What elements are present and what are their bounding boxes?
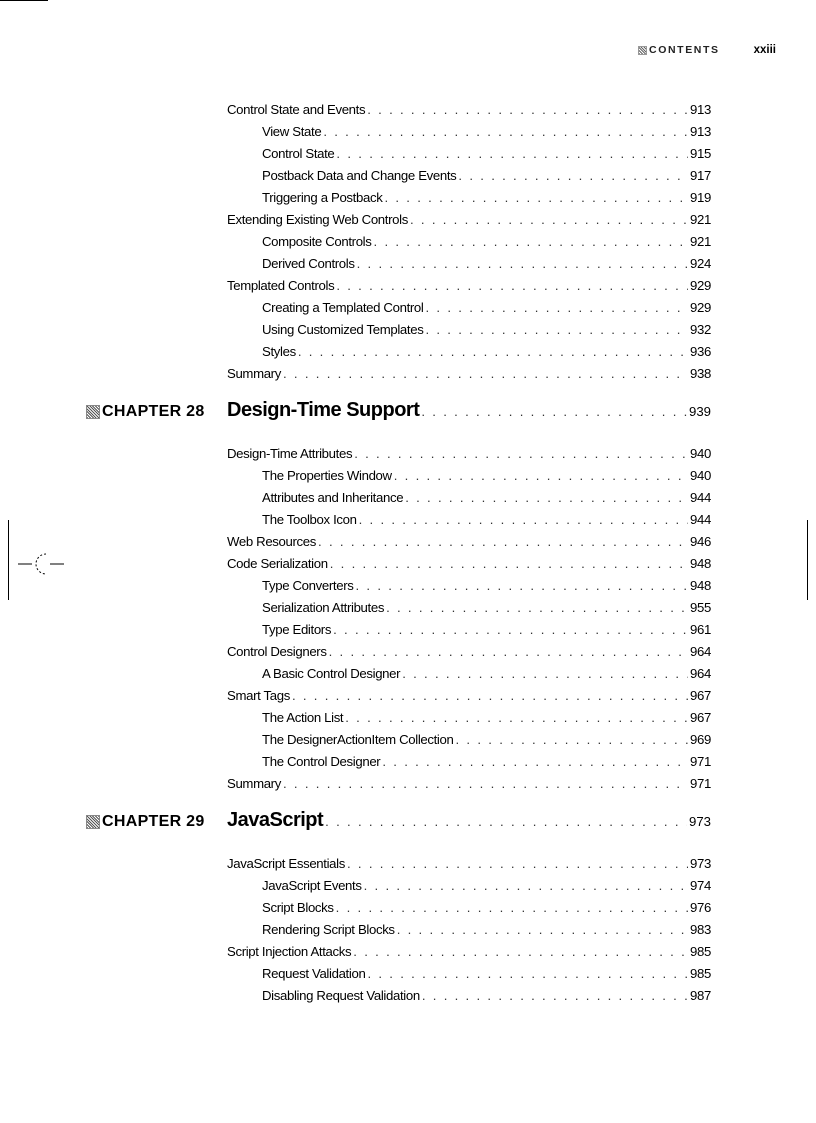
chapter-title-line: [227, 809, 711, 835]
toc-entry-page: 985: [690, 966, 711, 981]
leader-dots: [386, 597, 688, 619]
toc-entry-title: Serialization Attributes: [262, 600, 385, 615]
toc-entry-line: [262, 121, 711, 143]
toc-entry[interactable]: [0, 165, 816, 187]
toc-entry-page: 913: [690, 102, 711, 117]
toc-entry[interactable]: [0, 729, 816, 751]
leader-dots: [336, 897, 688, 919]
chapter-number: CHAPTER 29: [102, 813, 205, 830]
toc-entry-line: [262, 231, 711, 253]
toc-entry[interactable]: [0, 143, 816, 165]
leader-dots: [330, 553, 688, 575]
toc-entry-page: 955: [690, 600, 711, 615]
leader-dots: [394, 465, 688, 487]
leader-dots: [325, 814, 687, 829]
toc-entry-title: Composite Controls: [262, 234, 372, 249]
toc-entry-title: Templated Controls: [227, 278, 335, 293]
toc-entry[interactable]: [0, 773, 816, 795]
toc-entry[interactable]: [0, 319, 816, 341]
toc-entry-line: [227, 275, 711, 297]
toc-entry[interactable]: [0, 751, 816, 773]
toc-entry[interactable]: [0, 99, 816, 121]
chapter-page-number: 939: [688, 404, 711, 419]
toc-entry-title: JavaScript Events: [262, 878, 362, 893]
toc-entry-page: 964: [690, 644, 711, 659]
leader-dots: [367, 99, 688, 121]
toc-entry-page: 940: [690, 446, 711, 461]
toc-entry[interactable]: [0, 597, 816, 619]
toc-entry[interactable]: [0, 341, 816, 363]
leader-dots: [405, 487, 688, 509]
toc-entry-title: Control State: [262, 146, 335, 161]
toc-entry-page: 938: [690, 366, 711, 381]
leader-dots: [336, 143, 688, 165]
toc-entry-line: [262, 985, 711, 1007]
toc-entry-line: [262, 165, 711, 187]
leader-dots: [456, 729, 689, 751]
toc-entry-page: 913: [690, 124, 711, 139]
toc-entry[interactable]: [0, 575, 816, 597]
toc-entry-page: 964: [690, 666, 711, 681]
toc-entry[interactable]: [0, 641, 816, 663]
toc-entry[interactable]: [0, 487, 816, 509]
toc-entry-page: 921: [690, 212, 711, 227]
toc-entry-title: The Control Designer: [262, 754, 381, 769]
leader-dots: [292, 685, 688, 707]
toc-entry-title: Styles: [262, 344, 296, 359]
toc-entry[interactable]: [0, 121, 816, 143]
toc-entry-title: Disabling Request Validation: [262, 988, 420, 1003]
toc-entry-page: 921: [690, 234, 711, 249]
chapter-label: [86, 399, 205, 425]
toc-entry[interactable]: [0, 919, 816, 941]
leader-dots: [356, 575, 689, 597]
toc-entry[interactable]: [0, 231, 816, 253]
leader-dots: [364, 875, 688, 897]
toc-entry[interactable]: [0, 707, 816, 729]
toc-entry-title: The Action List: [262, 710, 344, 725]
toc-entry-title: JavaScript Essentials: [227, 856, 345, 871]
toc-group-chapter-29: [0, 853, 816, 1007]
leader-dots: [283, 363, 688, 385]
toc-entry-line: [262, 509, 711, 531]
toc-entry-page: 967: [690, 710, 711, 725]
toc-entry-page: 983: [690, 922, 711, 937]
toc-entry-title: Smart Tags: [227, 688, 290, 703]
toc-entry-page: 946: [690, 534, 711, 549]
toc-entry-page: 948: [690, 556, 711, 571]
leader-dots: [323, 121, 688, 143]
toc-entry-title: Control State and Events: [227, 102, 366, 117]
toc-entry-page: 948: [690, 578, 711, 593]
toc-entry-title: A Basic Control Designer: [262, 666, 401, 681]
toc-entry-page: 944: [690, 490, 711, 505]
toc-entry-line: [262, 729, 711, 751]
toc-group-chapter-28: [0, 443, 816, 795]
leader-dots: [426, 297, 689, 319]
leader-dots: [422, 985, 688, 1007]
toc-entry[interactable]: [0, 985, 816, 1007]
leader-dots: [333, 619, 688, 641]
toc-entry-line: [262, 897, 711, 919]
leader-dots: [347, 853, 688, 875]
toc-entry[interactable]: [0, 685, 816, 707]
toc-entry-line: [262, 597, 711, 619]
toc-entry[interactable]: [0, 509, 816, 531]
toc-entry-line: [262, 751, 711, 773]
toc-entry-page: 973: [690, 856, 711, 871]
leader-dots: [374, 231, 689, 253]
toc-entry[interactable]: [0, 963, 816, 985]
leader-dots: [402, 663, 688, 685]
toc-entry-title: The Toolbox Icon: [262, 512, 357, 527]
leader-dots: [410, 209, 688, 231]
toc-entry-title: Attributes and Inheritance: [262, 490, 404, 505]
toc-entry-line: [262, 575, 711, 597]
toc-entry[interactable]: [0, 275, 816, 297]
toc-entry-page: 936: [690, 344, 711, 359]
toc-entry-title: Script Injection Attacks: [227, 944, 352, 959]
leader-dots: [345, 707, 688, 729]
toc-entry-line: [227, 209, 711, 231]
toc-entry-title: Web Resources: [227, 534, 317, 549]
toc-entry-page: 929: [690, 300, 711, 315]
leader-dots: [336, 275, 688, 297]
chapter-number: CHAPTER 28: [102, 403, 205, 420]
header-section-label: CONTENTS: [649, 44, 720, 56]
toc-entry-line: [262, 707, 711, 729]
toc-entry-line: [262, 619, 711, 641]
toc-entry-title: Using Customized Templates: [262, 322, 424, 337]
chapter-page-number: 973: [688, 814, 711, 829]
toc-entry-page: 974: [690, 878, 711, 893]
toc-entry-page: 924: [690, 256, 711, 271]
toc-entry-page: 932: [690, 322, 711, 337]
toc-entry-title: Control Designers: [227, 644, 327, 659]
toc-entry-title: Type Editors: [262, 622, 332, 637]
leader-dots: [353, 941, 688, 963]
chapter-title: JavaScript: [227, 809, 324, 831]
toc-entry[interactable]: [0, 553, 816, 575]
toc-entry-line: [227, 443, 711, 465]
toc-entry-title: Script Blocks: [262, 900, 334, 915]
leader-dots: [354, 443, 688, 465]
header-page-number: xxiii: [753, 44, 776, 56]
toc-entry-title: Triggering a Postback: [262, 190, 383, 205]
crop-line-top: [0, 0, 48, 1]
toc-entry-page: 967: [690, 688, 711, 703]
toc-entry-line: [262, 341, 711, 363]
toc-entry[interactable]: [0, 897, 816, 919]
toc-entry-title: Summary: [227, 366, 281, 381]
toc-entry-page: 971: [690, 776, 711, 791]
toc-entry[interactable]: [0, 619, 816, 641]
toc-entry-page: 940: [690, 468, 711, 483]
toc-entry[interactable]: [0, 443, 816, 465]
toc-entry-line: [262, 143, 711, 165]
toc-entry-page: 971: [690, 754, 711, 769]
header-marker-icon: [638, 46, 647, 55]
toc-entry-title: Summary: [227, 776, 281, 791]
toc-entry-line: [262, 319, 711, 341]
toc-entry-line: [262, 253, 711, 275]
toc-entry-page: 919: [690, 190, 711, 205]
toc-entry-page: 917: [690, 168, 711, 183]
toc-entry[interactable]: [0, 465, 816, 487]
toc-entry-title: Rendering Script Blocks: [262, 922, 395, 937]
toc-entry-title: Design-Time Attributes: [227, 446, 353, 461]
toc-entry-line: [227, 99, 711, 121]
toc-entry-line: [227, 531, 711, 553]
toc-entry-line: [227, 941, 711, 963]
toc-entry-title: The DesignerActionItem Collection: [262, 732, 454, 747]
toc-entry-title: Derived Controls: [262, 256, 355, 271]
toc-entry[interactable]: [0, 875, 816, 897]
toc-entry-line: [262, 297, 711, 319]
leader-dots: [384, 187, 688, 209]
toc-entry-page: 969: [690, 732, 711, 747]
toc-entry-line: [227, 553, 711, 575]
toc-entry-page: 944: [690, 512, 711, 527]
leader-dots: [329, 641, 688, 663]
running-header: [638, 44, 776, 56]
toc-entry-line: [262, 963, 711, 985]
leader-dots: [359, 509, 688, 531]
toc-group-chapter-27-tail: [0, 99, 816, 385]
toc-entry-page: 961: [690, 622, 711, 637]
chapter-title-line: [227, 399, 711, 425]
toc-entry-page: 929: [690, 278, 711, 293]
leader-dots: [367, 963, 688, 985]
leader-dots: [425, 319, 688, 341]
toc-entry-title: Request Validation: [262, 966, 366, 981]
toc-entry-title: Creating a Templated Control: [262, 300, 424, 315]
leader-dots: [421, 404, 687, 419]
toc-entry-title: Code Serialization: [227, 556, 328, 571]
chapter-heading-29[interactable]: [0, 799, 816, 853]
leader-dots: [458, 165, 688, 187]
chapter-marker-icon: [86, 815, 100, 829]
toc-entry-page: 987: [690, 988, 711, 1003]
toc-entry-title: View State: [262, 124, 322, 139]
leader-dots: [283, 773, 688, 795]
leader-dots: [318, 531, 688, 553]
toc-entry-page: 976: [690, 900, 711, 915]
toc-entry[interactable]: [0, 187, 816, 209]
toc-entry[interactable]: [0, 853, 816, 875]
toc-entry-page: 915: [690, 146, 711, 161]
chapter-heading-28[interactable]: [0, 389, 816, 443]
leader-dots: [357, 253, 688, 275]
toc-entry-line: [262, 465, 711, 487]
toc-entry-line: [227, 641, 711, 663]
toc-entry-line: [262, 187, 711, 209]
toc-entry[interactable]: [0, 941, 816, 963]
chapter-marker-icon: [86, 405, 100, 419]
toc-entry-page: 985: [690, 944, 711, 959]
toc-entry-line: [262, 487, 711, 509]
toc-entry-line: [227, 685, 711, 707]
toc-entry-line: [227, 773, 711, 795]
toc-entry-line: [262, 875, 711, 897]
table-of-contents: [0, 99, 816, 1007]
leader-dots: [397, 919, 688, 941]
toc-entry[interactable]: [0, 663, 816, 685]
toc-entry[interactable]: [0, 209, 816, 231]
toc-entry-line: [227, 363, 711, 385]
toc-entry[interactable]: [0, 253, 816, 275]
toc-entry-line: [227, 853, 711, 875]
chapter-title: Design-Time Support: [227, 399, 420, 421]
toc-entry-title: Postback Data and Change Events: [262, 168, 457, 183]
toc-entry[interactable]: [0, 363, 816, 385]
toc-entry-line: [262, 919, 711, 941]
chapter-label: [86, 809, 205, 835]
toc-entry-title: The Properties Window: [262, 468, 392, 483]
leader-dots: [298, 341, 688, 363]
toc-entry-line: [262, 663, 711, 685]
toc-entry-title: Type Converters: [262, 578, 354, 593]
toc-entry-title: Extending Existing Web Controls: [227, 212, 408, 227]
leader-dots: [382, 751, 688, 773]
toc-entry[interactable]: [0, 531, 816, 553]
toc-entry[interactable]: [0, 297, 816, 319]
